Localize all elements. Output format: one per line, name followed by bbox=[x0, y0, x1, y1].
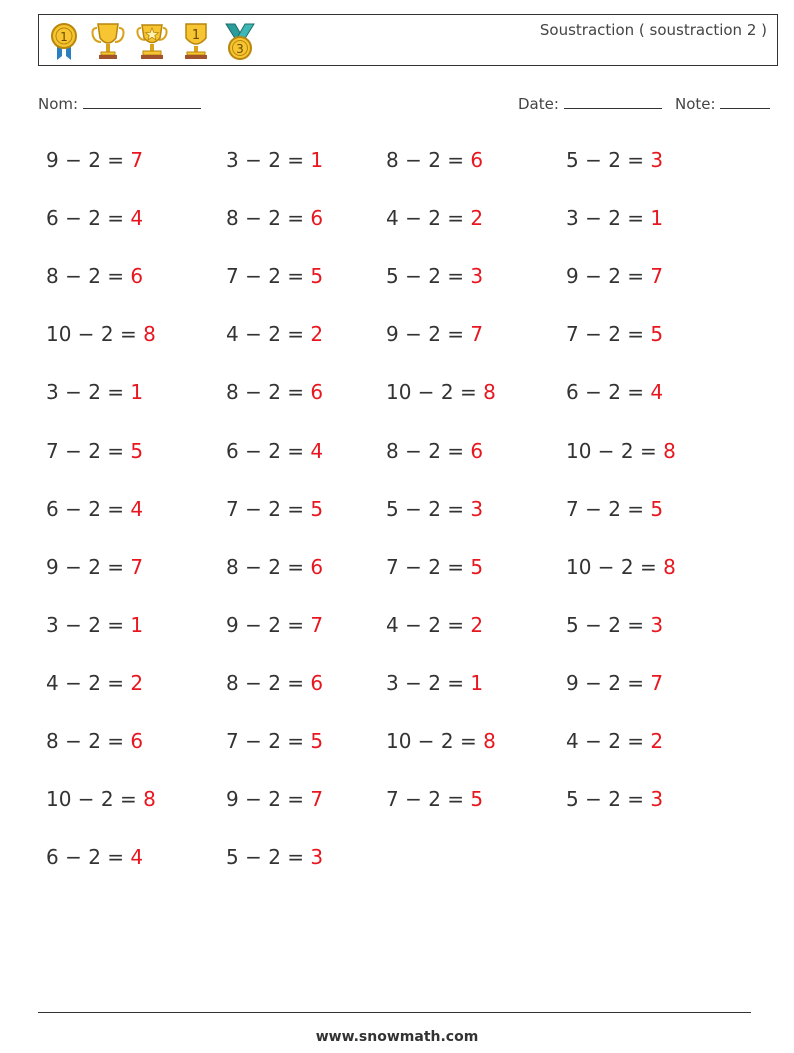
subtraction-problem bbox=[566, 322, 663, 346]
subtraction-problem bbox=[386, 322, 483, 346]
subtraction-problem bbox=[386, 206, 483, 230]
subtraction-problem bbox=[46, 729, 143, 753]
problem-answer: 1 bbox=[650, 206, 664, 231]
problem-expression: 8 − 2 = bbox=[226, 554, 311, 579]
svg-text:1: 1 bbox=[191, 28, 201, 43]
name-line bbox=[83, 94, 201, 109]
problem-answer: 6 bbox=[470, 438, 484, 463]
subtraction-problem bbox=[46, 148, 143, 172]
problem-answer: 8 bbox=[483, 729, 496, 753]
subtraction-problem bbox=[46, 380, 143, 404]
problem-expression: 5 − 2 = bbox=[226, 845, 311, 870]
subtraction-problem bbox=[46, 555, 143, 579]
subtraction-problem bbox=[566, 148, 663, 172]
problem-answer: 2 bbox=[310, 322, 324, 347]
subtraction-problem bbox=[46, 497, 143, 521]
subtraction-problem bbox=[226, 671, 323, 695]
subtraction-problem bbox=[46, 787, 156, 811]
subtraction-problem bbox=[226, 729, 323, 753]
note-line bbox=[720, 94, 770, 109]
problem-expression: 5 − 2 = bbox=[386, 264, 471, 289]
problem-expression: 3 − 2 = bbox=[386, 670, 471, 695]
problem-expression: 6 − 2 = bbox=[46, 496, 131, 521]
footer-divider bbox=[38, 1012, 751, 1013]
problem-answer: 4 bbox=[650, 380, 664, 405]
problem-answer: 6 bbox=[310, 206, 324, 231]
problem-answer: 6 bbox=[130, 264, 144, 289]
problem-answer: 2 bbox=[470, 206, 484, 231]
problem-answer: 1 bbox=[130, 380, 144, 405]
problem-answer: 7 bbox=[310, 612, 324, 637]
problem-answer: 7 bbox=[650, 264, 664, 289]
problem-answer: 7 bbox=[130, 148, 144, 172]
problem-answer: 3 bbox=[650, 148, 664, 172]
problem-answer: 5 bbox=[310, 729, 324, 753]
problem-expression: 7 − 2 = bbox=[386, 787, 471, 812]
subtraction-problem bbox=[566, 671, 663, 695]
subtraction-problem bbox=[226, 555, 323, 579]
date-line bbox=[564, 94, 662, 109]
problem-answer: 7 bbox=[310, 787, 324, 812]
subtraction-problem bbox=[386, 264, 483, 288]
problem-expression: 9 − 2 = bbox=[226, 612, 311, 637]
worksheet-title: Soustraction ( soustraction 2 ) bbox=[539, 21, 767, 39]
problem-expression: 10 − 2 = bbox=[46, 787, 144, 812]
subtraction-problem bbox=[226, 787, 323, 811]
problem-expression: 5 − 2 = bbox=[386, 496, 471, 521]
problem-expression: 10 − 2 = bbox=[566, 438, 664, 463]
problem-answer: 4 bbox=[310, 438, 324, 463]
problem-expression: 8 − 2 = bbox=[226, 670, 311, 695]
note-field bbox=[675, 94, 770, 113]
problem-expression: 6 − 2 = bbox=[46, 206, 131, 231]
problem-expression: 8 − 2 = bbox=[386, 148, 471, 172]
star-trophy-icon bbox=[135, 20, 169, 62]
problem-expression: 9 − 2 = bbox=[566, 264, 651, 289]
problem-expression: 4 − 2 = bbox=[566, 729, 651, 753]
subtraction-problem bbox=[46, 671, 143, 695]
problem-answer: 6 bbox=[310, 554, 324, 579]
medal-3-icon bbox=[223, 20, 257, 62]
problem-expression: 6 − 2 = bbox=[46, 845, 131, 870]
subtraction-problem bbox=[566, 497, 663, 521]
subtraction-problem bbox=[226, 264, 323, 288]
subtraction-problem bbox=[46, 613, 143, 637]
problem-answer: 5 bbox=[650, 496, 664, 521]
problem-expression: 3 − 2 = bbox=[46, 612, 131, 637]
problem-answer: 5 bbox=[470, 554, 484, 579]
problem-expression: 4 − 2 = bbox=[46, 670, 131, 695]
award-icons bbox=[47, 20, 257, 62]
problem-answer: 5 bbox=[470, 787, 484, 812]
subtraction-problem bbox=[226, 148, 323, 172]
problem-answer: 2 bbox=[130, 670, 144, 695]
problem-answer: 8 bbox=[663, 438, 676, 463]
problem-expression: 4 − 2 = bbox=[386, 612, 471, 637]
problem-answer: 1 bbox=[470, 670, 484, 695]
problem-answer: 3 bbox=[470, 496, 484, 521]
subtraction-problem bbox=[566, 613, 663, 637]
problem-expression: 3 − 2 = bbox=[46, 380, 131, 405]
trophy-icon bbox=[91, 20, 125, 62]
subtraction-problem bbox=[566, 206, 663, 230]
problem-answer: 3 bbox=[310, 845, 324, 870]
problem-expression: 5 − 2 = bbox=[566, 787, 651, 812]
subtraction-problem bbox=[46, 206, 143, 230]
subtraction-problem bbox=[226, 380, 323, 404]
subtraction-problem bbox=[386, 497, 483, 521]
subtraction-problem bbox=[46, 322, 156, 346]
problem-expression: 4 − 2 = bbox=[386, 206, 471, 231]
problem-expression: 7 − 2 = bbox=[226, 729, 311, 753]
problem-answer: 8 bbox=[143, 322, 156, 347]
subtraction-problem bbox=[386, 439, 483, 463]
medal-1-icon bbox=[47, 20, 81, 62]
date-label: Date: bbox=[518, 95, 559, 113]
problem-answer: 3 bbox=[470, 264, 484, 289]
problem-expression: 8 − 2 = bbox=[46, 729, 131, 753]
subtraction-problem bbox=[386, 380, 496, 404]
subtraction-problem bbox=[226, 322, 323, 346]
subtraction-problem bbox=[566, 439, 676, 463]
subtraction-problem bbox=[386, 555, 483, 579]
problem-expression: 6 − 2 = bbox=[226, 438, 311, 463]
subtraction-problem bbox=[386, 148, 483, 172]
problem-expression: 5 − 2 = bbox=[566, 148, 651, 172]
footer-url: www.snowmath.com bbox=[315, 1029, 479, 1045]
problem-expression: 7 − 2 = bbox=[226, 496, 311, 521]
problem-answer: 7 bbox=[650, 670, 664, 695]
subtraction-problem bbox=[226, 845, 323, 869]
problem-expression: 10 − 2 = bbox=[386, 729, 484, 753]
subtraction-problem bbox=[566, 380, 663, 404]
subtraction-problem bbox=[46, 845, 143, 869]
subtraction-problem bbox=[566, 555, 676, 579]
problem-expression: 7 − 2 = bbox=[46, 438, 131, 463]
problem-expression: 7 − 2 = bbox=[566, 322, 651, 347]
subtraction-problem bbox=[566, 264, 663, 288]
problem-answer: 8 bbox=[483, 380, 496, 405]
problem-answer: 4 bbox=[130, 845, 144, 870]
trophy-1-icon bbox=[179, 20, 213, 62]
problem-answer: 6 bbox=[310, 380, 324, 405]
date-field bbox=[518, 94, 662, 113]
subtraction-problem bbox=[226, 613, 323, 637]
problem-answer: 2 bbox=[650, 729, 664, 753]
problem-expression: 8 − 2 = bbox=[226, 380, 311, 405]
problem-answer: 8 bbox=[663, 554, 676, 579]
problem-expression: 9 − 2 = bbox=[226, 787, 311, 812]
problem-answer: 6 bbox=[310, 670, 324, 695]
subtraction-problem bbox=[566, 729, 663, 753]
problem-answer: 7 bbox=[470, 322, 484, 347]
problem-expression: 8 − 2 = bbox=[46, 264, 131, 289]
problem-answer: 3 bbox=[650, 612, 664, 637]
subtraction-problem bbox=[226, 439, 323, 463]
subtraction-problem bbox=[386, 729, 496, 753]
problem-answer: 5 bbox=[130, 438, 144, 463]
problem-expression: 3 − 2 = bbox=[226, 148, 311, 172]
subtraction-problem bbox=[386, 613, 483, 637]
problem-expression: 9 − 2 = bbox=[46, 554, 131, 579]
problem-answer: 8 bbox=[143, 787, 156, 812]
problem-answer: 5 bbox=[310, 264, 324, 289]
problem-answer: 4 bbox=[130, 206, 144, 231]
name-field bbox=[38, 94, 201, 113]
subtraction-problem bbox=[386, 787, 483, 811]
problem-expression: 7 − 2 = bbox=[226, 264, 311, 289]
problem-answer: 7 bbox=[130, 554, 144, 579]
problem-expression: 4 − 2 = bbox=[226, 322, 311, 347]
problem-expression: 5 − 2 = bbox=[566, 612, 651, 637]
problem-answer: 4 bbox=[130, 496, 144, 521]
problem-expression: 8 − 2 = bbox=[386, 438, 471, 463]
problem-expression: 9 − 2 = bbox=[386, 322, 471, 347]
problem-expression: 10 − 2 = bbox=[566, 554, 664, 579]
problem-answer: 6 bbox=[130, 729, 144, 753]
subtraction-problem bbox=[46, 264, 143, 288]
problem-answer: 6 bbox=[470, 148, 484, 172]
subtraction-problem bbox=[386, 671, 483, 695]
problem-answer: 1 bbox=[310, 148, 324, 172]
subtraction-problem bbox=[46, 439, 143, 463]
problem-expression: 10 − 2 = bbox=[46, 322, 144, 347]
problem-expression: 9 − 2 = bbox=[46, 148, 131, 172]
problem-expression: 7 − 2 = bbox=[566, 496, 651, 521]
subtraction-problem bbox=[226, 206, 323, 230]
worksheet-header bbox=[38, 14, 778, 66]
problem-expression: 3 − 2 = bbox=[566, 206, 651, 231]
problem-expression: 8 − 2 = bbox=[226, 206, 311, 231]
note-label: Note: bbox=[675, 95, 716, 113]
svg-text:3: 3 bbox=[236, 42, 244, 56]
problem-expression: 10 − 2 = bbox=[386, 380, 484, 405]
problem-expression: 9 − 2 = bbox=[566, 670, 651, 695]
problem-answer: 5 bbox=[650, 322, 664, 347]
subtraction-problem bbox=[226, 497, 323, 521]
problem-answer: 2 bbox=[470, 612, 484, 637]
subtraction-problem bbox=[566, 787, 663, 811]
name-label: Nom: bbox=[38, 95, 79, 113]
problem-expression: 6 − 2 = bbox=[566, 380, 651, 405]
svg-text:1: 1 bbox=[60, 30, 68, 44]
problem-answer: 3 bbox=[650, 787, 664, 812]
problem-answer: 1 bbox=[130, 612, 144, 637]
problem-answer: 5 bbox=[310, 496, 324, 521]
problem-expression: 7 − 2 = bbox=[386, 554, 471, 579]
